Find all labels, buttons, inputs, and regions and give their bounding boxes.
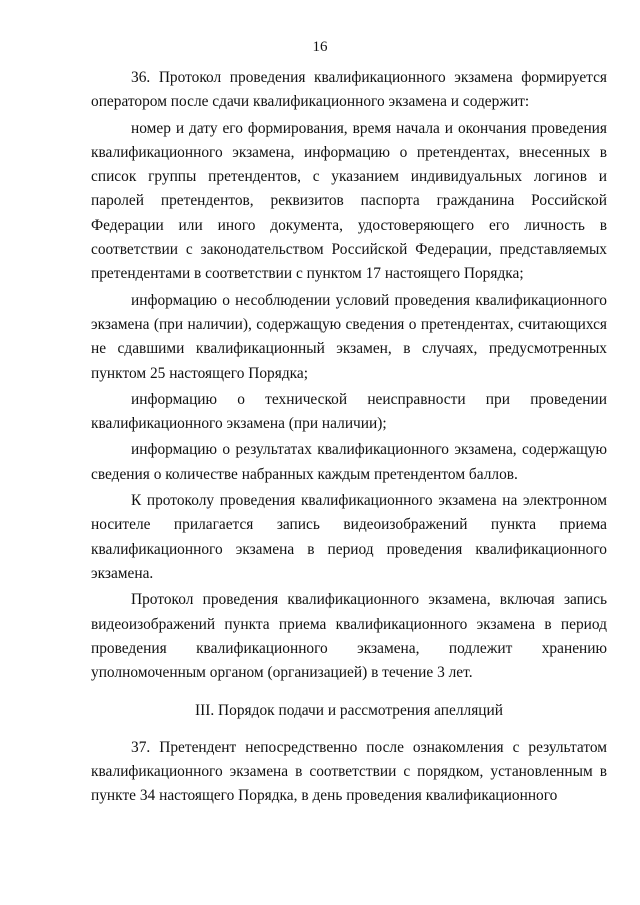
paragraph-video-attachment: К протоколу проведения квалификационного экзамена на электронном носителе прилагается запись видеоизображений пункта приема квалификационного экзамена в период проведения квалификационного экзамена. xyxy=(91,492,607,582)
paragraph-protocol-storage: Протокол проведения квалификационного экзамена, включая запись видеоизображений пункта приема квалификационного экзамена в период проведения квалификационного экзамена, подлежит хранению уполномоченным органом (организацией) в течение 3 лет. xyxy=(91,591,607,682)
section-heading: III. Порядок подачи и рассмотрения апелляций xyxy=(194,702,504,720)
paragraph-protocol-contents: номер и дату его формирования, время начала и окончания проведения квалификационного экзамена, информацию о претендентах, внесенных в список группы претендентов, с указанием индивидуальных логинов и паролей претендентов, реквизитов паспорта гражданина Российской Федерации или иного документа, удостоверяющего его личность в соответствии с законодательством Российской Федерации, представляемых претендентами в соответствии с пунктом 17 настоящего Порядка; xyxy=(91,119,607,283)
document-body xyxy=(91,66,607,809)
paragraph-results-info: информацию о результатах квалификационного экзамена, содержащую сведения о количестве набранных каждым претендентом баллов. xyxy=(91,441,607,483)
paragraph-36-intro: 36. Протокол проведения квалификационного экзамена формируется оператором после сдачи квалификационного экзамена и содержит: xyxy=(91,69,607,111)
page-number: 16 xyxy=(312,39,328,55)
paragraph-violations-info: информацию о несоблюдении условий проведения квалификационного экзамена (при наличии), содержащую сведения о претендентах, считающихся не сдавшими квалификационный экзамен, в случаях, предусмотренных пунктом 25 настоящего Порядка; xyxy=(91,291,607,382)
paragraph-technical-fault-info: информацию о технической неисправности при проведении квалификационного экзамена (при наличии); xyxy=(91,390,607,433)
paragraph-37: 37. Претендент непосредственно после ознакомления с результатом квалификационного экзамена в соответствии с порядком, установленным в пункте 34 настоящего Порядка, в день проведения квалификационного xyxy=(91,738,607,805)
